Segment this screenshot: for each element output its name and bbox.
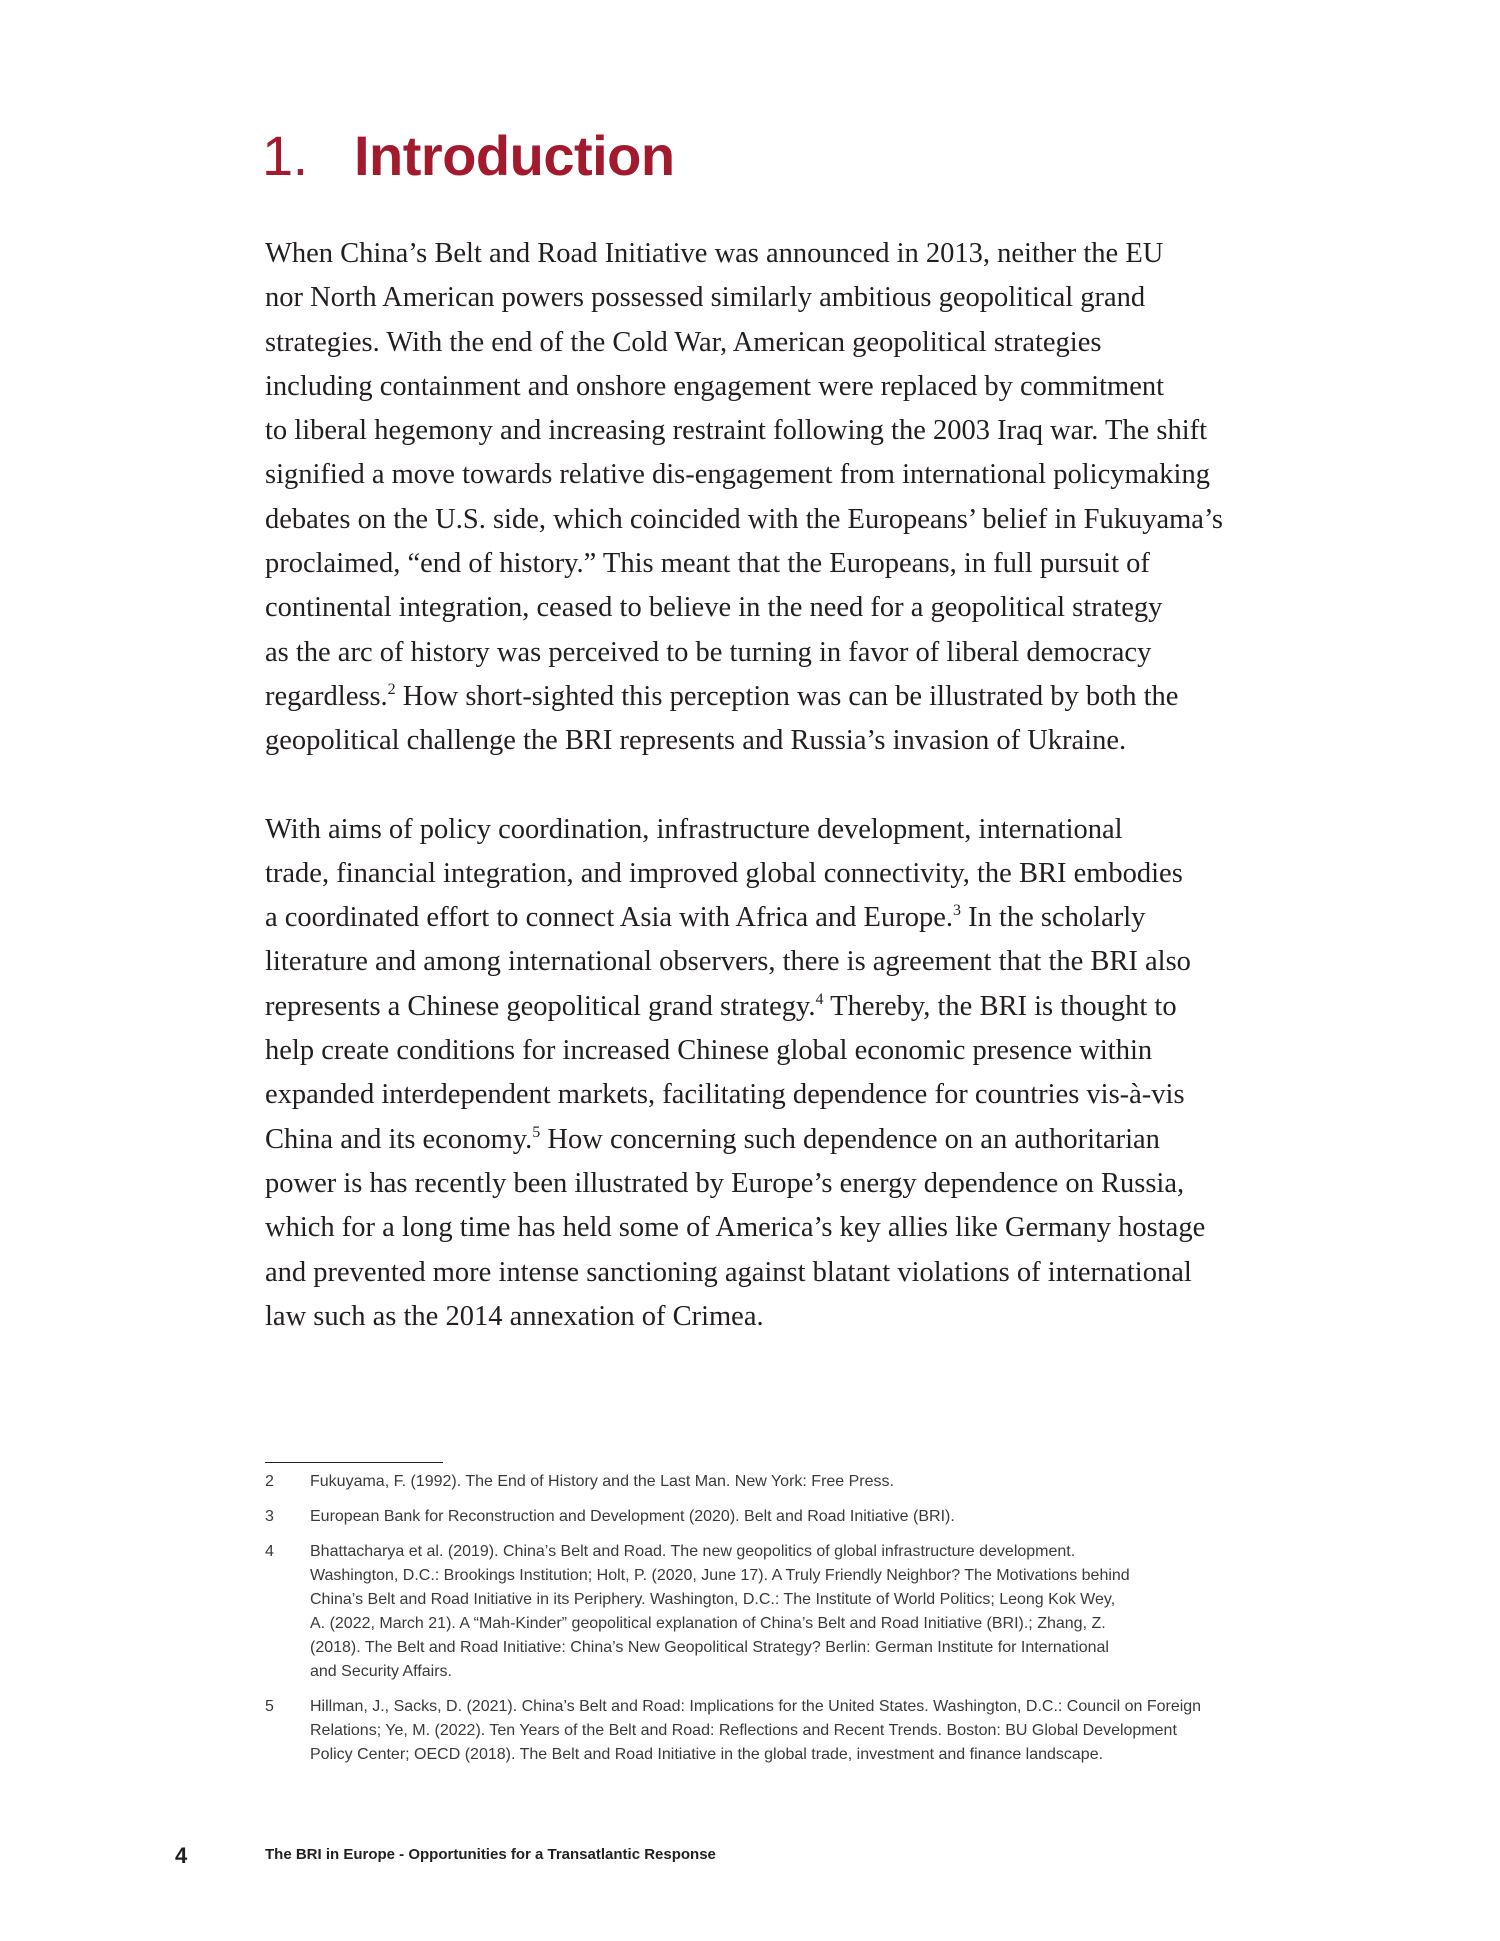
footnote-line: Fukuyama, F. (1992). The End of History and the Last Man. New York: Free Press. — [310, 1473, 894, 1490]
text-segment: China and its economy. — [265, 1123, 533, 1155]
text-line: law such as the 2014 annexation of Crimea. — [265, 1300, 764, 1332]
text-line: to liberal hegemony and increasing restraint following the 2003 Iraq war. The shift — [265, 415, 1208, 447]
section-title: Introduction — [354, 124, 675, 187]
footnote-line: Policy Center; OECD (2018). The Belt and Road Initiative in the global trade, investment and finance landscape. — [310, 1746, 1104, 1763]
text-segment: regardless. — [265, 680, 388, 712]
paragraph-gap — [265, 764, 1255, 808]
text-segment: How concerning such dependence on an authoritarian — [540, 1123, 1160, 1155]
text-line: trade, financial integration, and improved global connectivity, the BRI embodies — [265, 857, 1183, 889]
text-line — [265, 985, 1255, 1029]
footnote — [265, 1470, 1225, 1494]
footnote-number: 3 — [265, 1508, 274, 1525]
footnote-divider — [265, 1462, 443, 1463]
text-line: help create conditions for increased Chinese global economic presence within — [265, 1035, 1153, 1067]
text-line: proclaimed, “end of history.” This meant that the Europeans, in full pursuit of — [265, 548, 1150, 580]
footnote-line: Relations; Ye, M. (2022). Ten Years of the Belt and Road: Reflections and Recent Trends. Boston: BU Global Development — [310, 1722, 1177, 1739]
text-line: When China’s Belt and Road Initiative was announced in 2013, neither the EU — [265, 238, 1164, 269]
text-line — [265, 675, 1255, 719]
text-segment: a coordinated effort to connect Asia with Africa and Europe. — [265, 902, 953, 934]
section-heading — [262, 120, 675, 192]
footnote-ref[interactable]: 3 — [952, 902, 961, 920]
text-line: including containment and onshore engagement were replaced by commitment — [265, 370, 1165, 402]
footnote-line: Bhattacharya et al. (2019). China’s Belt and Road. The new geopolitics of global infrastructure development. — [310, 1543, 1076, 1560]
footnote-line: A. (2022, March 21). A “Mah-Kinder” geopolitical explanation of China’s Belt and Road Initiative (BRI).; Zhang, Z. — [310, 1615, 1106, 1632]
running-title: The BRI in Europe - Opportunities for a Transatlantic Response — [265, 1846, 716, 1863]
text-line — [265, 1118, 1255, 1162]
footnote-number: 4 — [265, 1543, 274, 1560]
footnote — [265, 1695, 1225, 1767]
text-line: strategies. With the end of the Cold War, American geopolitical strategies — [265, 326, 1102, 358]
text-line: literature and among international observers, there is agreement that the BRI also — [265, 946, 1191, 978]
footnote-ref[interactable]: 5 — [532, 1123, 541, 1141]
footnote-line: Hillman, J., Sacks, D. (2021). China’s Belt and Road: Implications for the United States. Washington, D.C.: Council on Foreign — [310, 1698, 1202, 1715]
text-line: expanded interdependent markets, facilitating dependence for countries vis-à-vis — [265, 1079, 1185, 1111]
footnote-line: (2018). The Belt and Road Initiative: China’s New Geopolitical Strategy? Berlin: German Institute for International — [310, 1639, 1109, 1656]
text-line — [265, 896, 1255, 940]
footnotes — [265, 1470, 1225, 1778]
footnote-line: China’s Belt and Road Initiative in its Periphery. Washington, D.C.: The Institute of World Politics; Leong Kok Wey, — [310, 1591, 1116, 1608]
text-line: as the arc of history was perceived to be turning in favor of liberal democracy — [265, 636, 1152, 668]
text-segment: represents a Chinese geopolitical grand strategy. — [265, 990, 816, 1022]
paragraph — [265, 808, 1255, 1340]
text-segment: Thereby, the BRI is thought to — [823, 990, 1177, 1022]
footnote-ref[interactable]: 4 — [815, 990, 824, 1008]
paragraph — [265, 232, 1255, 764]
section-number: 1. — [262, 124, 308, 187]
text-line: debates on the U.S. side, which coincided with the Europeans’ belief in Fukuyama’s — [265, 503, 1223, 535]
footnote-number: 2 — [265, 1473, 274, 1490]
text-line: and prevented more intense sanctioning against blatant violations of international — [265, 1256, 1192, 1288]
page-number: 4 — [175, 1843, 188, 1868]
text-segment: In the scholarly — [960, 902, 1146, 934]
text-line: power is has recently been illustrated by Europe’s energy dependence on Russia, — [265, 1167, 1185, 1199]
text-line: signified a move towards relative dis-engagement from international policymaking — [265, 459, 1210, 491]
footnote-line: and Security Affairs. — [310, 1663, 452, 1680]
footnote-number: 5 — [265, 1698, 274, 1715]
footnote-line: European Bank for Reconstruction and Development (2020). Belt and Road Initiative (BRI). — [310, 1508, 955, 1525]
text-line: continental integration, ceased to believe in the need for a geopolitical strategy — [265, 592, 1163, 624]
text-line: nor North American powers possessed similarly ambitious geopolitical grand — [265, 282, 1146, 314]
text-line: which for a long time has held some of America’s key allies like Germany hostage — [265, 1212, 1206, 1244]
footnote — [265, 1540, 1225, 1684]
footnote — [265, 1505, 1225, 1529]
footnote-line: Washington, D.C.: Brookings Institution; Holt, P. (2020, June 17). A Truly Friendly Neighbor? The Motivations behind — [310, 1567, 1130, 1584]
text-segment: How short-sighted this perception was can be illustrated by both the — [395, 680, 1179, 712]
body-text — [265, 232, 1255, 1339]
footnote-ref[interactable]: 2 — [387, 680, 396, 698]
text-line: geopolitical challenge the BRI represents and Russia’s invasion of Ukraine. — [265, 725, 1127, 757]
text-line: With aims of policy coordination, infrastructure development, international — [265, 813, 1123, 845]
